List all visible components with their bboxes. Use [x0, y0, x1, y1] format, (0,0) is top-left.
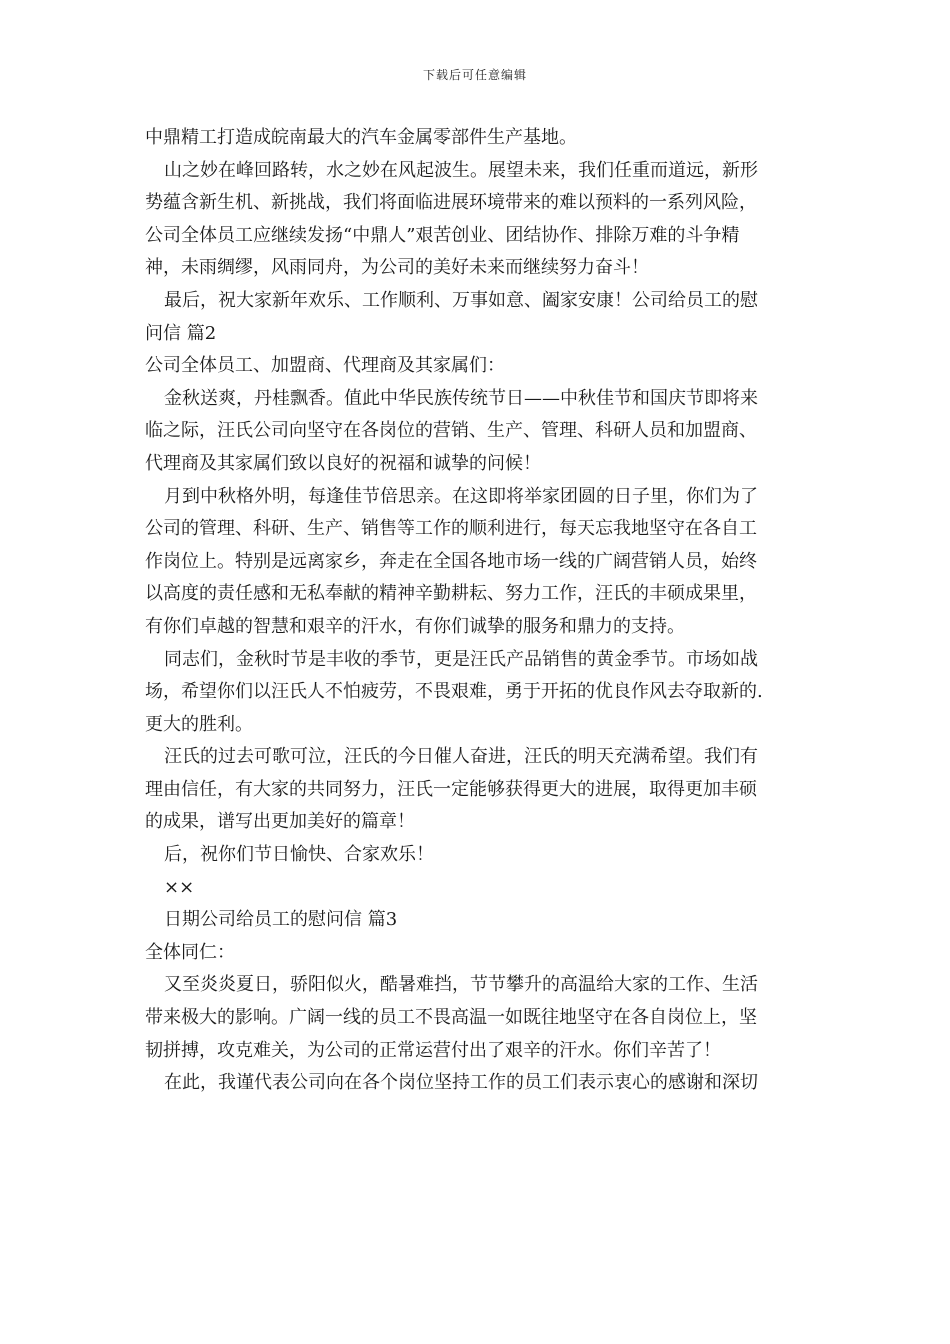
text-line: 代理商及其家属们致以良好的祝福和诚挚的问候！ [145, 452, 541, 474]
text-line: 中鼎精工打造成皖南最大的汽车金属零部件生产基地。 [145, 127, 577, 148]
text-line: 神，未雨绸缪，风雨同舟，为公司的美好未来而继续努力奋斗！ [145, 257, 649, 279]
text-line: 全体同仁： [145, 941, 235, 963]
text-line: 作岗位上。特别是远离家乡，奔走在全国各地市场一线的广阔营销人员，始终 [145, 550, 757, 572]
text-line: 日期公司给员工的慰问信 篇3 [164, 909, 398, 931]
text-line: 公司全体员工应继续发扬“中鼎人”艰苦创业、团结协作、排除万难的斗争精 [145, 224, 740, 246]
text-line: 问信 篇2 [145, 322, 217, 344]
text-line: 公司的管理、科研、生产、销售等工作的顺利进行，每天忘我地坚守在各自工 [145, 518, 757, 540]
document-body [145, 122, 807, 1100]
text-line: 汪氏的过去可歌可泣，汪氏的今日催人奋进，汪氏的明天充满希望。我们有 [164, 746, 758, 768]
text-line: 带来极大的影响。广阔一线的员工不畏高温一如既往地坚守在各自岗位上，坚 [145, 1007, 757, 1029]
text-line: 公司全体员工、加盟商、代理商及其家属们： [145, 355, 505, 377]
text-line: 月到中秋格外明，每逢佳节倍思亲。在这即将举家团圆的日子里，你们为了 [164, 485, 758, 507]
text-line: 同志们，金秋时节是丰收的季节，更是汪氏产品销售的黄金季节。市场如战 [164, 648, 758, 670]
text-line: 场，希望你们以汪氏人不怕疲劳，不畏艰难，勇于开拓的优良作风去夺取新的. [145, 681, 763, 703]
text-line: 有你们卓越的智慧和艰辛的汗水，有你们诚挚的服务和鼎力的支持。 [145, 615, 685, 637]
text-line: 又至炎炎夏日，骄阳似火，酷暑难挡，节节攀升的高温给大家的工作、生活 [164, 974, 758, 996]
text-line: ×× [164, 876, 195, 898]
text-line: 后，祝你们节日愉快、合家欢乐！ [164, 844, 434, 866]
text-line: 最后，祝大家新年欢乐、工作顺利、万事如意、阖家安康！公司给员工的慰 [164, 289, 758, 311]
text-line: 的成果，谱写出更加美好的篇章！ [145, 811, 415, 833]
text-line: 韧拼搏，攻克难关，为公司的正常运营付出了艰辛的汗水。你们辛苦了！ [145, 1039, 721, 1061]
text-line: 临之际，汪氏公司向坚守在各岗位的营销、生产、管理、科研人员和加盟商、 [145, 420, 757, 442]
text-line: 在此，我谨代表公司向在各个岗位坚持工作的员工们表示衷心的感谢和深切 [164, 1072, 758, 1094]
text-line: 势蕴含新生机、新挑战，我们将面临进展环境带来的难以预料的一系列风险， [145, 192, 757, 214]
text-line: 以高度的责任感和无私奉献的精神辛勤耕耘、努力工作，汪氏的丰硕成果里， [145, 583, 757, 605]
text-line: 山之妙在峰回路转，水之妙在风起波生。展望未来，我们任重而道远，新形 [164, 159, 758, 181]
text-line: 更大的胜利。 [145, 713, 253, 735]
text-line: 理由信任，有大家的共同努力，汪氏一定能够获得更大的进展，取得更加丰硕 [145, 778, 757, 800]
text-line: 金秋送爽，丹桂飘香。值此中华民族传统节日——中秋佳节和国庆节即将来 [164, 387, 758, 409]
page-header: 下载后可任意编辑 [422, 68, 527, 82]
